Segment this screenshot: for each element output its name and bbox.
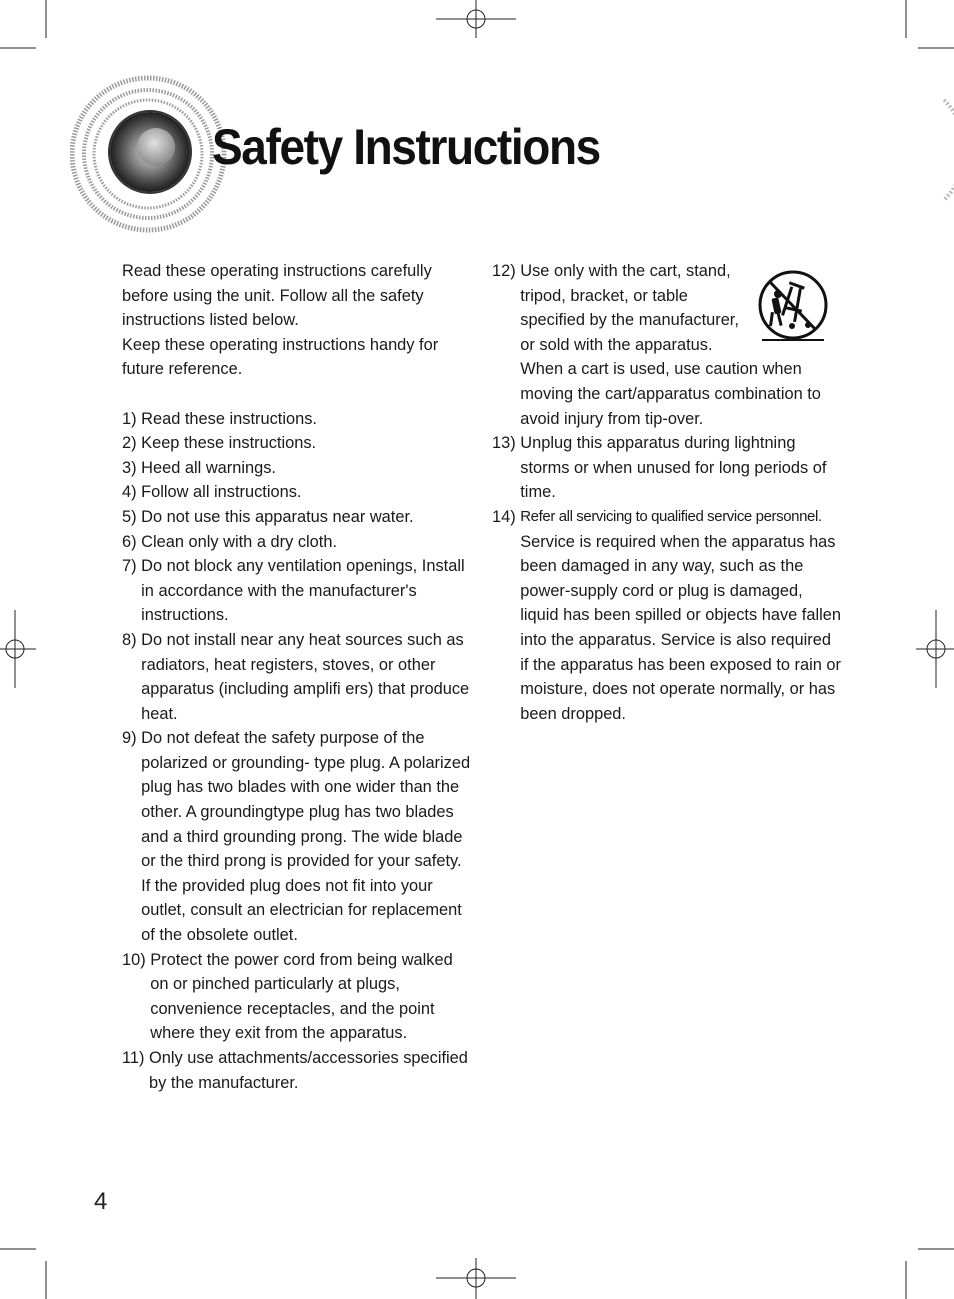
- item-line: by the manufacturer.: [149, 1073, 299, 1092]
- item-line: and a third grounding prong. The wide blade: [141, 827, 463, 846]
- item-line: been dropped.: [520, 704, 626, 723]
- item-line: Do not install near any heat sources such as: [141, 630, 464, 649]
- item-line: Keep these instructions.: [141, 434, 317, 453]
- item-line: instructions.: [141, 606, 229, 625]
- item-number: 11): [122, 1049, 150, 1067]
- item-line: Use only with the cart, stand,: [520, 262, 731, 280]
- item-line: polarized or grounding- type plug. A polarized: [141, 753, 471, 772]
- item-line: where they exit from the apparatus.: [150, 1024, 408, 1043]
- intro-paragraph: [122, 259, 474, 382]
- item-number: 6): [122, 532, 142, 551]
- item-number: 3): [122, 458, 142, 477]
- item-number: 2): [122, 434, 142, 453]
- item-line: Do not defeat the safety purpose of the: [141, 729, 425, 748]
- item-number: 4): [122, 483, 142, 502]
- item-line: If the provided plug does not fit into your: [141, 876, 433, 895]
- item-line: Refer all servicing to qualified service personnel.: [520, 507, 822, 525]
- item-line: or the third prong is provided for your safety.: [141, 852, 462, 871]
- item-line: moisture, does not operate normally, or has: [520, 680, 836, 699]
- item-line: tripod, bracket, or table: [520, 286, 688, 305]
- list-item: [122, 505, 474, 530]
- item-number: 12): [492, 262, 521, 280]
- item-line: been damaged in any way, such as the: [520, 557, 804, 576]
- left-column: [122, 259, 474, 1095]
- item-line: storms or when unused for long periods of: [520, 458, 827, 477]
- item-line: convenience receptacles, and the point: [150, 999, 435, 1018]
- list-item: [122, 554, 474, 628]
- item-line: heat.: [141, 704, 178, 723]
- item-line: Only use attachments/accessories specified: [149, 1049, 468, 1067]
- item-line: of the obsolete outlet.: [141, 926, 298, 945]
- item-number: 10): [122, 950, 151, 969]
- item-line: plug has two blades with one wider than the: [141, 778, 460, 797]
- item-number: 5): [122, 507, 142, 526]
- item-line: other. A groundingtype plug has two blades: [141, 803, 454, 822]
- item-number: 7): [122, 557, 142, 576]
- item-line: or sold with the apparatus.: [520, 335, 713, 354]
- item-line: avoid injury from tip-over.: [520, 409, 704, 428]
- item-line: time.: [520, 483, 556, 502]
- item-number: 8): [122, 630, 142, 649]
- item-line: Service is required when the apparatus has: [520, 532, 836, 551]
- list-item: [122, 948, 474, 1046]
- list-item: [122, 431, 474, 456]
- list-item: [122, 1046, 474, 1095]
- list-item: [492, 431, 844, 505]
- intro-line: future reference.: [122, 360, 243, 379]
- item-line: Do not block any ventilation openings, Install: [141, 557, 465, 576]
- item-line: apparatus (including amplifi ers) that produce: [141, 680, 470, 699]
- item-number: 1): [122, 409, 142, 428]
- item-line: radiators, heat registers, stoves, or other: [141, 655, 436, 674]
- item-line: Unplug this apparatus during lightning: [520, 434, 796, 453]
- item-number: 13): [492, 434, 521, 453]
- list-item: [122, 480, 474, 505]
- list-item: [492, 505, 844, 726]
- item-number: 14): [492, 507, 521, 526]
- intro-line: Keep these operating instructions handy for: [122, 335, 439, 354]
- item-line: outlet, consult an electrician for replacement: [141, 901, 462, 920]
- item-number: 9): [122, 729, 142, 748]
- item-line: power-supply cord or plug is damaged,: [520, 581, 803, 600]
- list-item: [122, 407, 474, 432]
- item-line: specified by the manufacturer,: [520, 311, 739, 330]
- list-item: [122, 456, 474, 481]
- item-line: Do not use this apparatus near water.: [141, 507, 414, 526]
- item-line: When a cart is used, use caution when: [520, 360, 802, 379]
- cart-tip-over-warning-icon: [756, 270, 830, 342]
- item-line: Heed all warnings.: [141, 458, 276, 477]
- intro-line: before using the unit. Follow all the safety: [122, 286, 424, 305]
- item-line: if the apparatus has been exposed to rain or: [520, 655, 841, 674]
- page-title: Safety Instructions: [212, 119, 600, 175]
- item-line: Follow all instructions.: [141, 483, 302, 502]
- item-line: liquid has been spilled or objects have fallen: [520, 606, 841, 625]
- intro-line: instructions listed below.: [122, 311, 299, 330]
- speaker-icon: [70, 68, 230, 236]
- list-item: [122, 628, 474, 726]
- item-line: into the apparatus. Service is also required: [520, 630, 831, 649]
- list-item: [122, 530, 474, 555]
- item-line: Protect the power cord from being walked: [150, 950, 453, 969]
- item-line: on or pinched particularly at plugs,: [150, 975, 400, 994]
- list-item: [122, 726, 474, 947]
- page-number: 4: [94, 1188, 108, 1215]
- item-line: in accordance with the manufacturer's: [141, 581, 417, 600]
- item-line: Clean only with a dry cloth.: [141, 532, 338, 551]
- intro-line: Read these operating instructions carefully: [122, 262, 432, 280]
- item-line: Read these instructions.: [141, 409, 317, 428]
- item-line: moving the cart/apparatus combination to: [520, 384, 821, 403]
